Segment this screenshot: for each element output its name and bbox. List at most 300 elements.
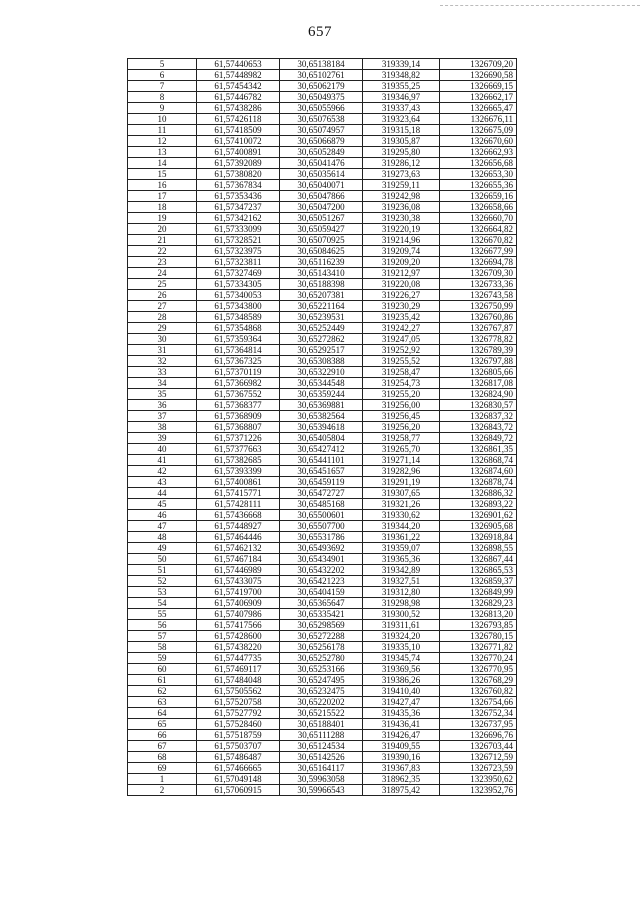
longitude-cell: 30,65252449 — [280, 323, 363, 334]
point-number-cell: 34 — [128, 378, 197, 389]
y-coordinate-cell: 1326849,72 — [440, 433, 517, 444]
longitude-cell: 30,65427412 — [280, 444, 363, 455]
x-coordinate-cell: 319365,36 — [363, 554, 440, 565]
longitude-cell: 30,65322910 — [280, 367, 363, 378]
point-number-cell: 55 — [128, 609, 197, 620]
y-coordinate-cell: 1326770,24 — [440, 653, 517, 664]
latitude-cell: 61,57353436 — [197, 191, 280, 202]
latitude-cell: 61,57368807 — [197, 422, 280, 433]
table-row — [128, 400, 517, 411]
table-row — [128, 136, 517, 147]
table-row — [128, 466, 517, 477]
page-number: 657 — [308, 24, 332, 40]
y-coordinate-cell: 1326662,93 — [440, 147, 517, 158]
point-number-cell: 52 — [128, 576, 197, 587]
y-coordinate-cell: 1323950,62 — [440, 774, 517, 785]
table-row — [128, 620, 517, 631]
y-coordinate-cell: 1326664,82 — [440, 224, 517, 235]
y-coordinate-cell: 1326669,15 — [440, 81, 517, 92]
point-number-cell: 61 — [128, 675, 197, 686]
point-number-cell: 6 — [128, 70, 197, 81]
point-number-cell: 69 — [128, 763, 197, 774]
y-coordinate-cell: 1326770,95 — [440, 664, 517, 675]
latitude-cell: 61,57367325 — [197, 356, 280, 367]
longitude-cell: 30,65441101 — [280, 455, 363, 466]
table-row — [128, 631, 517, 642]
latitude-cell: 61,57328521 — [197, 235, 280, 246]
table-row — [128, 169, 517, 180]
x-coordinate-cell: 319220,19 — [363, 224, 440, 235]
table-row — [128, 378, 517, 389]
latitude-cell: 61,57410072 — [197, 136, 280, 147]
latitude-cell: 61,57377663 — [197, 444, 280, 455]
latitude-cell: 61,57438286 — [197, 103, 280, 114]
longitude-cell: 30,65052849 — [280, 147, 363, 158]
longitude-cell: 30,65335421 — [280, 609, 363, 620]
point-number-cell: 18 — [128, 202, 197, 213]
longitude-cell: 30,65041476 — [280, 158, 363, 169]
x-coordinate-cell: 319355,25 — [363, 81, 440, 92]
point-number-cell: 66 — [128, 730, 197, 741]
y-coordinate-cell: 1326874,60 — [440, 466, 517, 477]
latitude-cell: 61,57323975 — [197, 246, 280, 257]
x-coordinate-cell: 319345,74 — [363, 653, 440, 664]
x-coordinate-cell: 319346,97 — [363, 92, 440, 103]
table-row — [128, 191, 517, 202]
latitude-cell: 61,57466665 — [197, 763, 280, 774]
latitude-cell: 61,57364814 — [197, 345, 280, 356]
y-coordinate-cell: 1326849,99 — [440, 587, 517, 598]
table-row — [128, 125, 517, 136]
table-row — [128, 576, 517, 587]
point-number-cell: 67 — [128, 741, 197, 752]
y-coordinate-cell: 1326867,44 — [440, 554, 517, 565]
point-number-cell: 23 — [128, 257, 197, 268]
x-coordinate-cell: 319254,73 — [363, 378, 440, 389]
y-coordinate-cell: 1326665,47 — [440, 103, 517, 114]
x-coordinate-cell: 319410,40 — [363, 686, 440, 697]
point-number-cell: 16 — [128, 180, 197, 191]
longitude-cell: 30,65382564 — [280, 411, 363, 422]
table-row — [128, 81, 517, 92]
latitude-cell: 61,57505562 — [197, 686, 280, 697]
table-row — [128, 411, 517, 422]
point-number-cell: 9 — [128, 103, 197, 114]
x-coordinate-cell: 319321,26 — [363, 499, 440, 510]
table-row — [128, 554, 517, 565]
table-row — [128, 455, 517, 466]
point-number-cell: 12 — [128, 136, 197, 147]
point-number-cell: 37 — [128, 411, 197, 422]
table-row — [128, 510, 517, 521]
latitude-cell: 61,57343800 — [197, 301, 280, 312]
latitude-cell: 61,57438220 — [197, 642, 280, 653]
table-row — [128, 279, 517, 290]
latitude-cell: 61,57446989 — [197, 565, 280, 576]
longitude-cell: 30,65070925 — [280, 235, 363, 246]
point-number-cell: 57 — [128, 631, 197, 642]
point-number-cell: 47 — [128, 521, 197, 532]
y-coordinate-cell: 1326901,62 — [440, 510, 517, 521]
table-row — [128, 202, 517, 213]
latitude-cell: 61,57323811 — [197, 257, 280, 268]
table-row — [128, 543, 517, 554]
point-number-cell: 31 — [128, 345, 197, 356]
point-number-cell: 13 — [128, 147, 197, 158]
latitude-cell: 61,57428600 — [197, 631, 280, 642]
latitude-cell: 61,57400861 — [197, 477, 280, 488]
y-coordinate-cell: 1326752,34 — [440, 708, 517, 719]
table-row — [128, 356, 517, 367]
y-coordinate-cell: 1326712,59 — [440, 752, 517, 763]
point-number-cell: 1 — [128, 774, 197, 785]
coordinates-table — [127, 58, 517, 796]
longitude-cell: 30,65432202 — [280, 565, 363, 576]
point-number-cell: 35 — [128, 389, 197, 400]
y-coordinate-cell: 1326797,88 — [440, 356, 517, 367]
y-coordinate-cell: 1326723,59 — [440, 763, 517, 774]
latitude-cell: 61,57415771 — [197, 488, 280, 499]
longitude-cell: 30,65459119 — [280, 477, 363, 488]
latitude-cell: 61,57354868 — [197, 323, 280, 334]
point-number-cell: 63 — [128, 697, 197, 708]
latitude-cell: 61,57366982 — [197, 378, 280, 389]
table-row — [128, 499, 517, 510]
y-coordinate-cell: 1326768,29 — [440, 675, 517, 686]
x-coordinate-cell: 319337,43 — [363, 103, 440, 114]
table-row — [128, 741, 517, 752]
longitude-cell: 30,65485168 — [280, 499, 363, 510]
latitude-cell: 61,57484048 — [197, 675, 280, 686]
point-number-cell: 51 — [128, 565, 197, 576]
latitude-cell: 61,57340053 — [197, 290, 280, 301]
point-number-cell: 40 — [128, 444, 197, 455]
latitude-cell: 61,57527792 — [197, 708, 280, 719]
y-coordinate-cell: 1326659,16 — [440, 191, 517, 202]
x-coordinate-cell: 319214,96 — [363, 235, 440, 246]
latitude-cell: 61,57467184 — [197, 554, 280, 565]
x-coordinate-cell: 319295,80 — [363, 147, 440, 158]
x-coordinate-cell: 319209,20 — [363, 257, 440, 268]
y-coordinate-cell: 1326653,30 — [440, 169, 517, 180]
x-coordinate-cell: 319236,08 — [363, 202, 440, 213]
longitude-cell: 30,65507700 — [280, 521, 363, 532]
table-row — [128, 730, 517, 741]
x-coordinate-cell: 319242,98 — [363, 191, 440, 202]
y-coordinate-cell: 1326733,36 — [440, 279, 517, 290]
longitude-cell: 30,65116239 — [280, 257, 363, 268]
x-coordinate-cell: 319220,08 — [363, 279, 440, 290]
table-row — [128, 752, 517, 763]
table-row — [128, 180, 517, 191]
latitude-cell: 61,57419700 — [197, 587, 280, 598]
longitude-cell: 30,65188398 — [280, 279, 363, 290]
table-row — [128, 774, 517, 785]
table-row — [128, 213, 517, 224]
x-coordinate-cell: 319247,05 — [363, 334, 440, 345]
table-row — [128, 565, 517, 576]
table-row — [128, 664, 517, 675]
table-row — [128, 147, 517, 158]
x-coordinate-cell: 319256,00 — [363, 400, 440, 411]
y-coordinate-cell: 1323952,76 — [440, 785, 517, 796]
latitude-cell: 61,57380820 — [197, 169, 280, 180]
point-number-cell: 26 — [128, 290, 197, 301]
y-coordinate-cell: 1326662,17 — [440, 92, 517, 103]
longitude-cell: 30,65308388 — [280, 356, 363, 367]
longitude-cell: 30,59966543 — [280, 785, 363, 796]
latitude-cell: 61,57392089 — [197, 158, 280, 169]
table-row — [128, 70, 517, 81]
x-coordinate-cell: 318975,42 — [363, 785, 440, 796]
y-coordinate-cell: 1326760,82 — [440, 686, 517, 697]
longitude-cell: 30,65252780 — [280, 653, 363, 664]
x-coordinate-cell: 319298,98 — [363, 598, 440, 609]
longitude-cell: 30,65405804 — [280, 433, 363, 444]
table-row — [128, 323, 517, 334]
y-coordinate-cell: 1326655,36 — [440, 180, 517, 191]
y-coordinate-cell: 1326703,44 — [440, 741, 517, 752]
latitude-cell: 61,57370119 — [197, 367, 280, 378]
point-number-cell: 56 — [128, 620, 197, 631]
x-coordinate-cell: 319242,27 — [363, 323, 440, 334]
longitude-cell: 30,65142526 — [280, 752, 363, 763]
x-coordinate-cell: 319323,64 — [363, 114, 440, 125]
table-row — [128, 345, 517, 356]
latitude-cell: 61,57327469 — [197, 268, 280, 279]
latitude-cell: 61,57469117 — [197, 664, 280, 675]
y-coordinate-cell: 1326905,68 — [440, 521, 517, 532]
longitude-cell: 30,65035614 — [280, 169, 363, 180]
point-number-cell: 43 — [128, 477, 197, 488]
x-coordinate-cell: 319305,87 — [363, 136, 440, 147]
longitude-cell: 30,65531786 — [280, 532, 363, 543]
y-coordinate-cell: 1326830,57 — [440, 400, 517, 411]
latitude-cell: 61,57407986 — [197, 609, 280, 620]
point-number-cell: 36 — [128, 400, 197, 411]
longitude-cell: 30,65434901 — [280, 554, 363, 565]
point-number-cell: 29 — [128, 323, 197, 334]
longitude-cell: 30,65359244 — [280, 389, 363, 400]
y-coordinate-cell: 1326868,74 — [440, 455, 517, 466]
x-coordinate-cell: 319435,36 — [363, 708, 440, 719]
table-row — [128, 312, 517, 323]
latitude-cell: 61,57486487 — [197, 752, 280, 763]
y-coordinate-cell: 1326760,86 — [440, 312, 517, 323]
longitude-cell: 30,65292517 — [280, 345, 363, 356]
longitude-cell: 30,65253166 — [280, 664, 363, 675]
longitude-cell: 30,65421223 — [280, 576, 363, 587]
x-coordinate-cell: 319335,10 — [363, 642, 440, 653]
table-row — [128, 367, 517, 378]
table-row — [128, 642, 517, 653]
latitude-cell: 61,57428111 — [197, 499, 280, 510]
latitude-cell: 61,57347237 — [197, 202, 280, 213]
x-coordinate-cell: 319212,97 — [363, 268, 440, 279]
x-coordinate-cell: 319327,51 — [363, 576, 440, 587]
point-number-cell: 17 — [128, 191, 197, 202]
y-coordinate-cell: 1326694,78 — [440, 257, 517, 268]
y-coordinate-cell: 1326780,15 — [440, 631, 517, 642]
table-row — [128, 587, 517, 598]
y-coordinate-cell: 1326767,87 — [440, 323, 517, 334]
longitude-cell: 30,65232475 — [280, 686, 363, 697]
longitude-cell: 30,65049375 — [280, 92, 363, 103]
x-coordinate-cell: 319344,20 — [363, 521, 440, 532]
longitude-cell: 30,65472727 — [280, 488, 363, 499]
latitude-cell: 61,57446782 — [197, 92, 280, 103]
longitude-cell: 30,65076538 — [280, 114, 363, 125]
point-number-cell: 45 — [128, 499, 197, 510]
latitude-cell: 61,57367834 — [197, 180, 280, 191]
y-coordinate-cell: 1326886,32 — [440, 488, 517, 499]
y-coordinate-cell: 1326878,74 — [440, 477, 517, 488]
x-coordinate-cell: 319209,74 — [363, 246, 440, 257]
y-coordinate-cell: 1326750,99 — [440, 301, 517, 312]
point-number-cell: 60 — [128, 664, 197, 675]
y-coordinate-cell: 1326837,32 — [440, 411, 517, 422]
y-coordinate-cell: 1326709,20 — [440, 59, 517, 70]
x-coordinate-cell: 319369,56 — [363, 664, 440, 675]
table-row — [128, 433, 517, 444]
point-number-cell: 32 — [128, 356, 197, 367]
latitude-cell: 61,57348589 — [197, 312, 280, 323]
x-coordinate-cell: 319312,80 — [363, 587, 440, 598]
longitude-cell: 30,65055966 — [280, 103, 363, 114]
x-coordinate-cell: 319273,63 — [363, 169, 440, 180]
longitude-cell: 30,65111288 — [280, 730, 363, 741]
point-number-cell: 62 — [128, 686, 197, 697]
longitude-cell: 30,65215522 — [280, 708, 363, 719]
longitude-cell: 30,65074957 — [280, 125, 363, 136]
longitude-cell: 30,65344548 — [280, 378, 363, 389]
y-coordinate-cell: 1326658,66 — [440, 202, 517, 213]
y-coordinate-cell: 1326676,11 — [440, 114, 517, 125]
latitude-cell: 61,57518759 — [197, 730, 280, 741]
latitude-cell: 61,57433075 — [197, 576, 280, 587]
x-coordinate-cell: 319409,55 — [363, 741, 440, 752]
point-number-cell: 38 — [128, 422, 197, 433]
table-row — [128, 697, 517, 708]
x-coordinate-cell: 319426,47 — [363, 730, 440, 741]
longitude-cell: 30,65084625 — [280, 246, 363, 257]
latitude-cell: 61,57393399 — [197, 466, 280, 477]
longitude-cell: 30,65272862 — [280, 334, 363, 345]
table-row — [128, 422, 517, 433]
point-number-cell: 46 — [128, 510, 197, 521]
longitude-cell: 30,65272288 — [280, 631, 363, 642]
longitude-cell: 30,65247495 — [280, 675, 363, 686]
x-coordinate-cell: 319271,14 — [363, 455, 440, 466]
table-row — [128, 719, 517, 730]
y-coordinate-cell: 1326754,66 — [440, 697, 517, 708]
x-coordinate-cell: 319427,47 — [363, 697, 440, 708]
table-row — [128, 686, 517, 697]
longitude-cell: 30,65124534 — [280, 741, 363, 752]
x-coordinate-cell: 319361,22 — [363, 532, 440, 543]
latitude-cell: 61,57382685 — [197, 455, 280, 466]
y-coordinate-cell: 1326805,66 — [440, 367, 517, 378]
table-row — [128, 334, 517, 345]
table-row — [128, 675, 517, 686]
x-coordinate-cell: 319265,70 — [363, 444, 440, 455]
longitude-cell: 30,65062179 — [280, 81, 363, 92]
y-coordinate-cell: 1326918,84 — [440, 532, 517, 543]
y-coordinate-cell: 1326656,68 — [440, 158, 517, 169]
longitude-cell: 30,65138184 — [280, 59, 363, 70]
y-coordinate-cell: 1326865,53 — [440, 565, 517, 576]
longitude-cell: 30,65404159 — [280, 587, 363, 598]
longitude-cell: 30,65164117 — [280, 763, 363, 774]
latitude-cell: 61,57049148 — [197, 774, 280, 785]
table-row — [128, 114, 517, 125]
point-number-cell: 11 — [128, 125, 197, 136]
x-coordinate-cell: 319436,41 — [363, 719, 440, 730]
longitude-cell: 30,65066879 — [280, 136, 363, 147]
y-coordinate-cell: 1326817,08 — [440, 378, 517, 389]
x-coordinate-cell: 319300,52 — [363, 609, 440, 620]
y-coordinate-cell: 1326670,60 — [440, 136, 517, 147]
x-coordinate-cell: 319386,26 — [363, 675, 440, 686]
point-number-cell: 33 — [128, 367, 197, 378]
longitude-cell: 30,65047866 — [280, 191, 363, 202]
x-coordinate-cell: 319390,16 — [363, 752, 440, 763]
latitude-cell: 61,57400891 — [197, 147, 280, 158]
table-row — [128, 158, 517, 169]
table-row — [128, 708, 517, 719]
point-number-cell: 2 — [128, 785, 197, 796]
x-coordinate-cell: 319258,77 — [363, 433, 440, 444]
latitude-cell: 61,57333099 — [197, 224, 280, 235]
x-coordinate-cell: 319315,18 — [363, 125, 440, 136]
x-coordinate-cell: 319256,20 — [363, 422, 440, 433]
point-number-cell: 39 — [128, 433, 197, 444]
scan-edge-line — [440, 5, 640, 6]
x-coordinate-cell: 319235,42 — [363, 312, 440, 323]
latitude-cell: 61,57367552 — [197, 389, 280, 400]
latitude-cell: 61,57334305 — [197, 279, 280, 290]
table-row — [128, 235, 517, 246]
table-row — [128, 92, 517, 103]
point-number-cell: 19 — [128, 213, 197, 224]
y-coordinate-cell: 1326813,20 — [440, 609, 517, 620]
longitude-cell: 30,65059427 — [280, 224, 363, 235]
point-number-cell: 28 — [128, 312, 197, 323]
longitude-cell: 30,65220202 — [280, 697, 363, 708]
latitude-cell: 61,57464446 — [197, 532, 280, 543]
x-coordinate-cell: 319258,47 — [363, 367, 440, 378]
point-number-cell: 20 — [128, 224, 197, 235]
latitude-cell: 61,57371226 — [197, 433, 280, 444]
table-row — [128, 477, 517, 488]
longitude-cell: 30,65256178 — [280, 642, 363, 653]
latitude-cell: 61,57368909 — [197, 411, 280, 422]
table-row — [128, 521, 517, 532]
point-number-cell: 68 — [128, 752, 197, 763]
x-coordinate-cell: 319307,65 — [363, 488, 440, 499]
y-coordinate-cell: 1326670,82 — [440, 235, 517, 246]
point-number-cell: 50 — [128, 554, 197, 565]
y-coordinate-cell: 1326696,76 — [440, 730, 517, 741]
table-row — [128, 785, 517, 796]
x-coordinate-cell: 319259,11 — [363, 180, 440, 191]
longitude-cell: 30,65394618 — [280, 422, 363, 433]
longitude-cell: 30,65040071 — [280, 180, 363, 191]
latitude-cell: 61,57448927 — [197, 521, 280, 532]
longitude-cell: 30,65102761 — [280, 70, 363, 81]
table-row — [128, 488, 517, 499]
y-coordinate-cell: 1326660,70 — [440, 213, 517, 224]
